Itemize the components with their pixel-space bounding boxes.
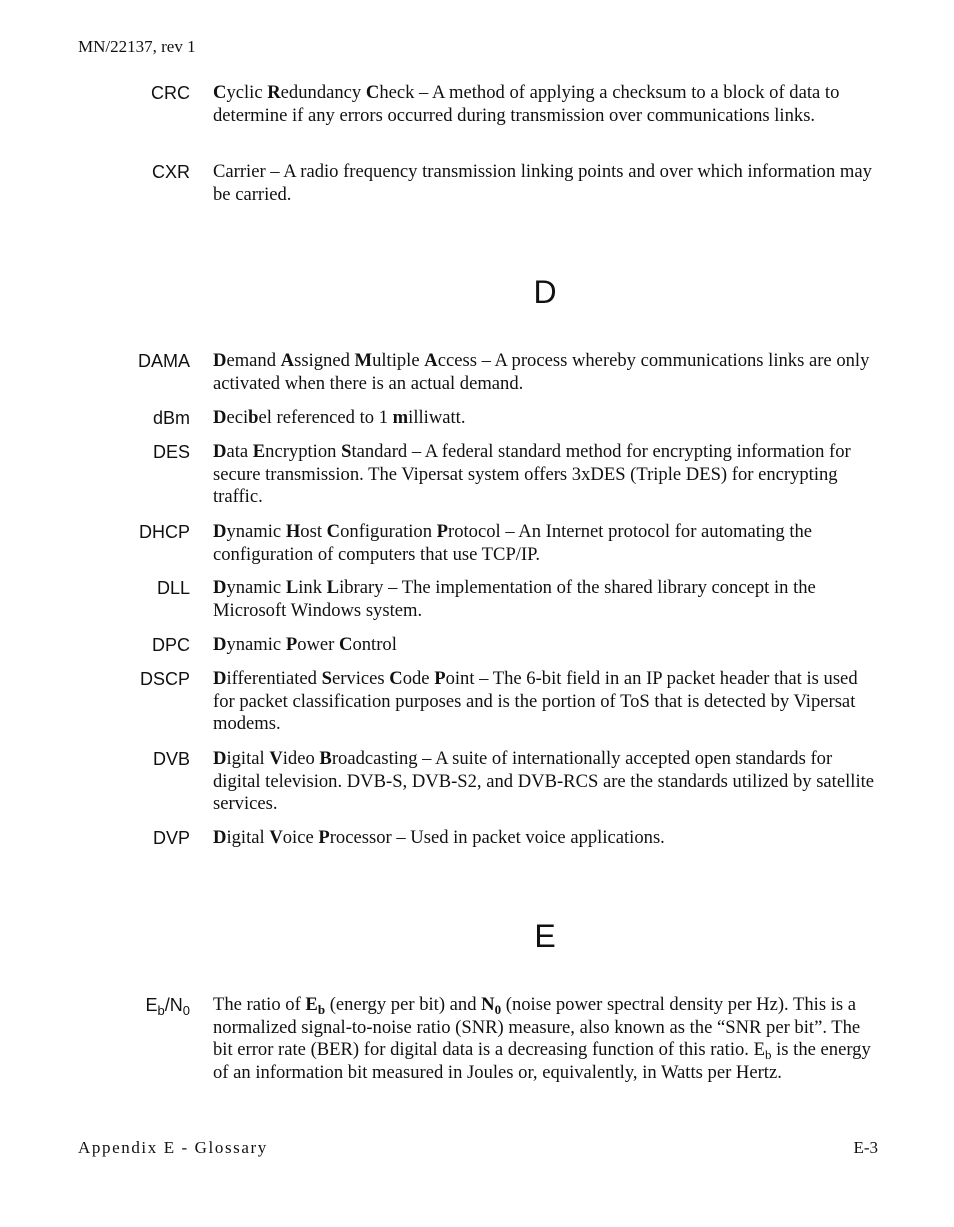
definition-text: ode [402,668,435,689]
bold-letter: L [285,577,299,598]
glossary-term: DVP [152,828,190,848]
section-heading-d: D [533,274,557,310]
bold-subscript: b [317,1002,326,1017]
bold-letter: P [285,634,298,655]
definition-text: ifferentiated [226,668,322,689]
bold-letter: D [213,521,227,542]
glossary-definition [213,634,881,657]
definition-text: ibrary – The implementation of the shared library concept in the Microsoft Windows system. [213,577,816,621]
bold-letter: H [285,521,301,542]
definition-text: The ratio of [213,994,306,1015]
definition-text: ynamic [226,634,286,655]
definition-text: igital [226,748,270,769]
bold-letter: S [341,441,352,462]
bold-letter: A [280,350,295,371]
glossary-term: DSCP [139,669,190,689]
glossary-definition [213,161,881,206]
term-subscript: 0 [182,1003,190,1018]
bold-letter: B [319,748,332,769]
bold-letter: V [269,827,283,848]
bold-letter: D [213,748,227,769]
bold-letter: C [339,634,353,655]
bold-letter: R [267,82,281,103]
bold-letter: E [252,441,266,462]
term-part: /N [164,995,183,1015]
bold-letter: m [392,407,409,428]
glossary-definition [213,827,881,850]
definition-text: ssigned [294,350,355,371]
bold-letter: S [321,668,332,689]
definition-text: (energy per bit) and [325,994,482,1015]
bold-letter: V [269,748,283,769]
bold-letter: N [481,994,495,1015]
definition-text: (noise power spectral density per Hz). This is a normalized signal-to-noise ratio (SNR) measure, also known as the “SNR per bit”. The bit error rate (BER) for digital data is a decreasing function of this ratio. E [213,994,861,1060]
definition-text: ccess – A process whereby communications links are only activated when there is an actual demand. [213,350,870,394]
definition-text: tandard – A federal standard method for encrypting information for secure transmission. The Vipersat system offers 3xDES (Triple DES) for encrypting traffic. [213,441,851,507]
glossary-term: CRC [151,83,190,103]
definition-text: heck – A method of applying a checksum to a block of data to determine if any errors occurred during transmission over communications links. [213,82,840,126]
term-part: E [145,995,158,1015]
definition-text: igital [226,827,270,848]
definition-text: ata [226,441,253,462]
bold-letter: M [354,350,373,371]
subscript [318,1002,325,1017]
definition-text: oint – The 6-bit field in an IP packet header that is used for packet classification purposes and is the portion of ToS that is detected by Vipersat modems. [213,668,858,734]
glossary-term: CXR [151,162,190,182]
bold-letter: b [248,407,259,428]
footer-section-title: Appendix E - Glossary [78,1138,268,1157]
glossary-definition [213,82,881,127]
definition-text: ncryption [265,441,342,462]
definition-text: ynamic [226,577,286,598]
definition-text: yclic [226,82,268,103]
glossary-term: DPC [151,635,190,655]
glossary-term: DAMA [137,351,190,371]
bold-letter: D [213,350,227,371]
bold-letter: A [424,350,438,371]
bold-letter: E [305,994,318,1015]
bold-letter: P [318,827,330,848]
glossary-definition [213,994,881,1084]
bold-letter: L [326,577,340,598]
definition-text: onfiguration [340,521,437,542]
footer-page-number: E-3 [853,1138,878,1157]
definition-text: eci [226,407,249,428]
glossary-term: dBm [152,408,190,428]
definition-text: ynamic [226,521,286,542]
bold-letter: C [389,668,403,689]
glossary-term: DLL [156,578,190,598]
glossary-definition [213,521,881,566]
definition-text: emand [226,350,281,371]
subscript: b [764,1047,772,1062]
bold-letter: C [365,82,380,103]
definition-text: ink [298,577,327,598]
bold-letter: D [213,407,227,428]
bold-letter: P [436,521,449,542]
definition-text: ultiple [372,350,425,371]
definition-text: rotocol – An Internet protocol for automating the configuration of computers that use TCP/IP. [213,521,813,565]
bold-letter: D [213,634,227,655]
definition-text: el referenced to 1 [258,407,393,428]
definition-text: ower [297,634,340,655]
definition-text: roadcasting – A suite of internationally accepted open standards for digital television. DVB-S, DVB-S2, and DVB-RCS are the standards utilized by satellite services. [213,748,875,814]
term-subscript: b [157,1003,165,1018]
bold-letter: C [213,82,227,103]
definition-text: rocessor – Used in packet voice applications. [329,827,665,848]
definition-text: oice [282,827,319,848]
glossary-term [146,995,190,1018]
bold-subscript: 0 [494,1002,502,1017]
definition-text: Carrier – A radio frequency transmission linking points and over which information may be carried. [213,161,872,205]
glossary-term: DVB [152,749,190,769]
glossary-definition [213,350,881,395]
definition-text: ideo [282,748,320,769]
bold-letter: D [213,577,227,598]
bold-letter: D [213,827,227,848]
glossary-term: DHCP [138,522,190,542]
glossary-definition [213,748,881,816]
glossary-definition [213,407,881,430]
definition-text: is the energy of an information bit measured in Joules or, equivalently, in Watts per Hertz. [213,1039,871,1083]
definition-text: ontrol [352,634,397,655]
glossary-definition [213,668,881,736]
definition-text: edundancy [280,82,366,103]
definition-text: ost [300,521,327,542]
bold-letter: D [213,668,227,689]
glossary-definition [213,441,881,509]
bold-letter: C [326,521,341,542]
glossary-term: DES [152,442,190,462]
bold-letter: D [213,441,227,462]
definition-text: illiwatt. [408,407,466,428]
bold-letter: P [434,668,446,689]
document-id-header: MN/22137, rev 1 [78,37,196,56]
definition-text: ervices [331,668,390,689]
section-heading-e: E [534,918,556,954]
glossary-definition [213,577,881,622]
